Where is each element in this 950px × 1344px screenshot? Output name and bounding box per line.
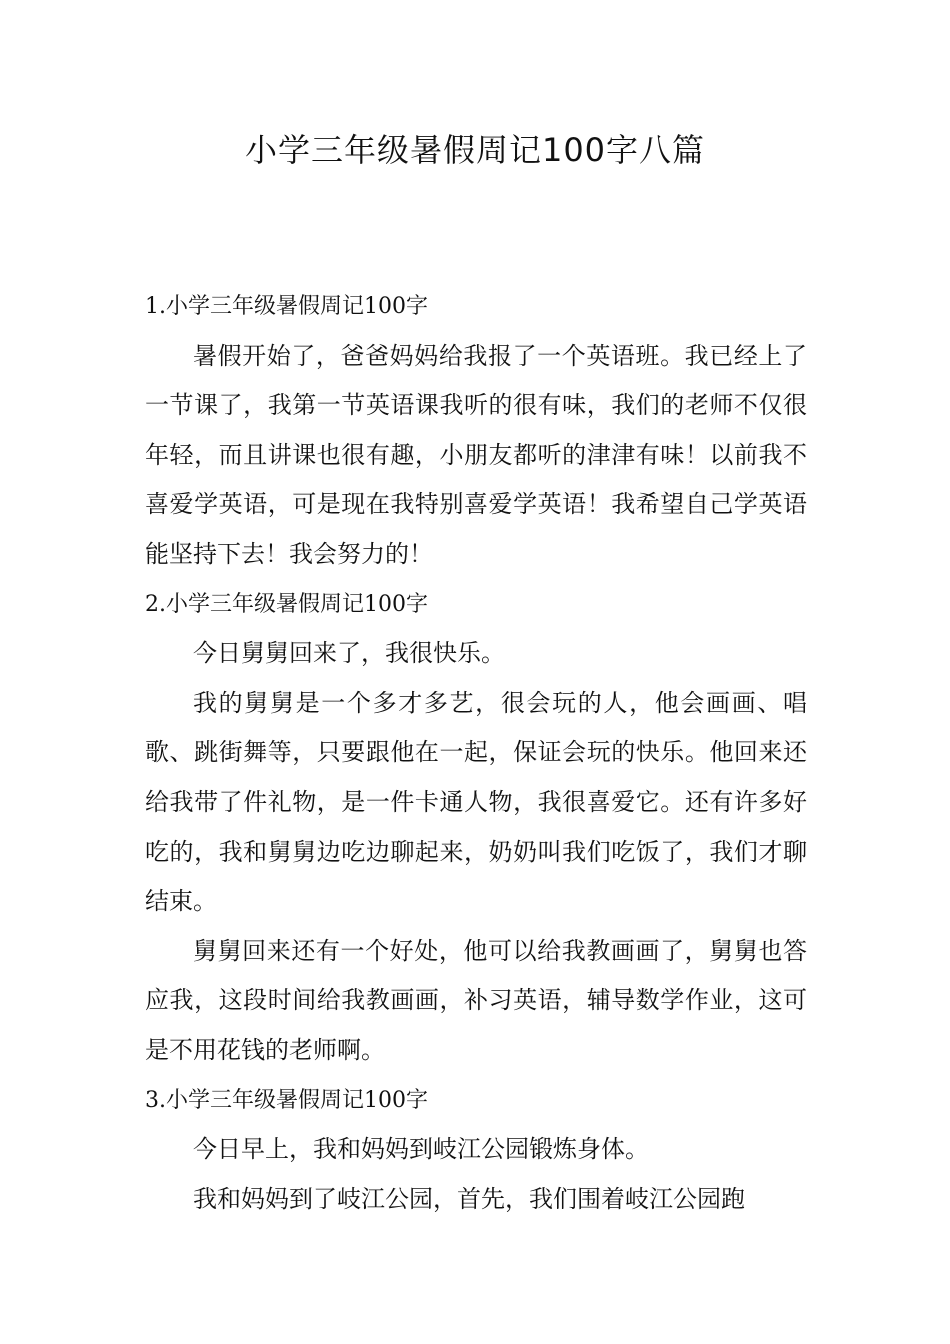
paragraph: 舅舅回来还有一个好处，他可以给我教画画了，舅舅也答应我，这段时间给我教画画，补习英语，辅导数学作业，这可是不用花钱的老师啊。: [145, 936, 807, 1064]
paragraph: 我和妈妈到了岐江公园，首先，我们围着岐江公园跑: [193, 1184, 745, 1213]
paragraph: 今日早上，我和妈妈到岐江公园锻炼身体。: [193, 1135, 649, 1164]
paragraph: 我的舅舅是一个多才多艺，很会玩的人，他会画画、唱歌、跳街舞等，只要跟他在一起，保证会玩的快乐。他回来还给我带了件礼物，是一件卡通人物，我很喜爱它。还有许多好吃的，我和舅舅边吃边聊起来，奶奶叫我们吃饭了，我们才聊结束。: [145, 688, 807, 916]
section-heading: 1.小学三年级暑假周记100字: [145, 294, 428, 319]
diary-section-3: [145, 1076, 807, 1225]
document-title: 小学三年级暑假周记100字八篇: [244, 131, 706, 169]
diary-section-2: [145, 580, 807, 1076]
diary-section-1: [145, 282, 807, 580]
paragraph: 今日舅舅回来了，我很快乐。: [193, 639, 505, 668]
section-heading: 2.小学三年级暑假周记100字: [145, 591, 428, 617]
paragraph: 暑假开始了，爸爸妈妈给我报了一个英语班。我已经上了一节课了，我第一节英语课我听的很有味，我们的老师不仅很年轻，而且讲课也很有趣，小朋友都听的津津有味！以前我不喜爱学英语，可是现在我特别喜爱学英语！我希望自己学英语能坚持下去！我会努力的！: [145, 341, 807, 568]
section-heading: 3.小学三年级暑假周记100字: [145, 1087, 428, 1113]
document-body: [145, 282, 807, 1224]
